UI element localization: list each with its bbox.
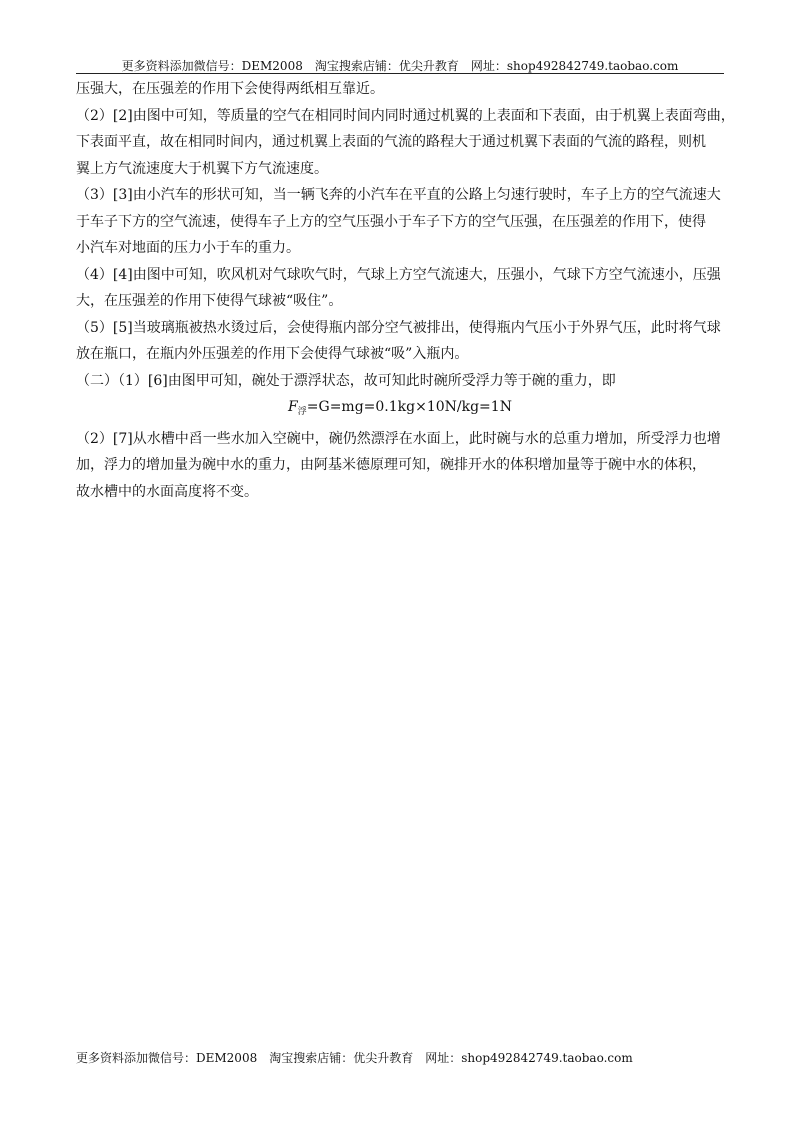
text-line: （二）（1）[6]由图甲可知，碗处于漂浮状态，故可知此时碗所受浮力等于碗的重力，即 xyxy=(76,372,616,389)
page-footer: 更多资料添加微信号：DEM2008 淘宝搜索店铺：优尖升教育 网址：shop492842749.taobao.com xyxy=(76,1051,633,1065)
text-line: （2）[7]从水槽中舀一些水加入空碗中，碗仍然漂浮在水面上，此时碗与水的总重力增加，所受浮力也增 xyxy=(76,430,721,447)
text-line: 于车子下方的空气流速，使得车子上方的空气压强小于车子下方的空气压强，在压强差的作用下，使得 xyxy=(76,213,706,230)
document-body xyxy=(76,76,735,505)
text-line: （2）[2]由图中可知，等质量的空气在相同时间内同时通过机翼的上表面和下表面，由于机翼上表面弯曲， xyxy=(76,107,735,124)
text-line: 故水槽中的水面高度将不变。 xyxy=(76,483,258,500)
formula-subscript: 浮 xyxy=(297,407,307,417)
text-line: （3）[3]由小汽车的形状可知，当一辆飞奔的小汽车在平直的公路上匀速行驶时，车子上方的空气流速大 xyxy=(76,187,721,203)
formula-expression: =G=mg=0.1kg×10N/kg=1N xyxy=(306,399,512,415)
text-line: 放在瓶口，在瓶内外压强差的作用下会使得气球被“吸”入瓶内。 xyxy=(76,346,469,362)
text-line: 小汽车对地面的压力小于车的重力。 xyxy=(76,240,300,256)
buoyancy-formula xyxy=(76,394,724,426)
text-line: 大，在压强差的作用下使得气球被“吸住”。 xyxy=(76,293,343,309)
formula-force-symbol: F xyxy=(288,399,298,415)
text-line: （4）[4]由图中可知，吹风机对气球吹气时，气球上方空气流速大，压强小，气球下方空气流速小，压强 xyxy=(76,266,721,283)
header-divider xyxy=(76,73,724,74)
text-line: （5）[5]当玻璃瓶被热水烫过后，会使得瓶内部分空气被排出，使得瓶内气压小于外界气压，此时将气球 xyxy=(76,319,721,336)
page-header: 更多资料添加微信号：DEM2008 淘宝搜索店铺：优尖升教育 网址：shop492842749.taobao.com xyxy=(121,59,679,73)
text-line: 压强大，在压强差的作用下会使得两纸相互靠近。 xyxy=(76,81,384,97)
text-line: 加，浮力的增加量为碗中水的重力，由阿基米德原理可知，碗排开水的体积增加量等于碗中水的体积， xyxy=(76,457,706,473)
text-line: 下表面平直，故在相同时间内，通过机翼上表面的气流的路程大于通过机翼下表面的气流的路程，则机 xyxy=(76,134,706,150)
text-line: 翼上方气流速度大于机翼下方气流速度。 xyxy=(76,160,328,177)
